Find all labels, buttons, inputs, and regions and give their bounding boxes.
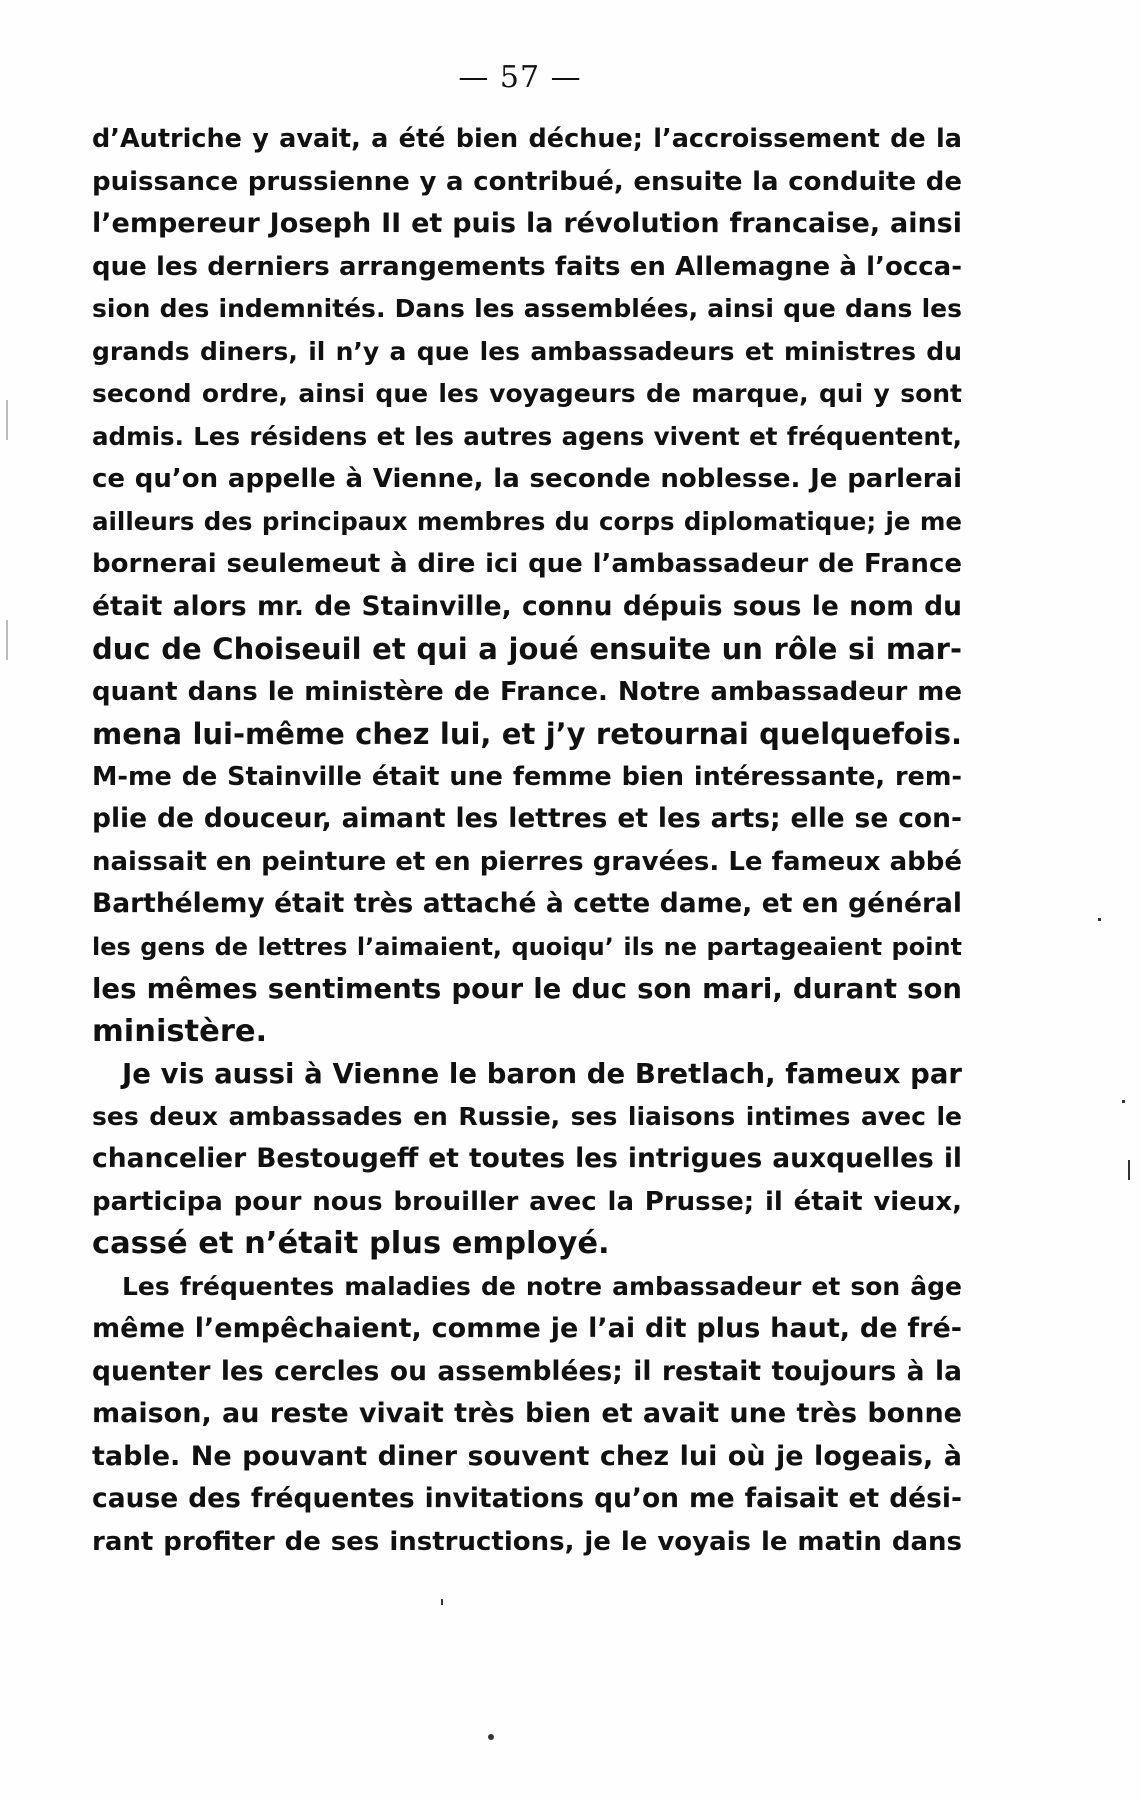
text-line: d’Autriche y avait, a été bien déchue; l’accroissement de la bbox=[92, 124, 962, 154]
text-line: duc de Choiseuil et qui a joué ensuite un rôle si mar- bbox=[92, 632, 962, 666]
scan-speck bbox=[488, 1734, 494, 1740]
text-line: admis. Les résidens et les autres agens vivent et fréquentent, bbox=[92, 421, 962, 451]
text-line: ses deux ambassades en Russie, ses liaisons intimes avec le bbox=[92, 1101, 962, 1131]
text-line: grands diners, il n’y a que les ambassadeurs et ministres du bbox=[92, 336, 962, 366]
scan-speck bbox=[6, 620, 8, 660]
text-line: cause des fréquentes invitations qu’on me faisait et dési- bbox=[92, 1483, 962, 1514]
text-line: Je vis aussi à Vienne le baron de Bretlach, fameux par bbox=[122, 1058, 962, 1090]
text-line: ailleurs des principaux membres du corps diplomatique; je me bbox=[92, 506, 962, 536]
text-line: rant profiter de ses instructions, je le voyais le matin dans bbox=[92, 1526, 962, 1557]
text-line: table. Ne pouvant diner souvent chez lui où je logeais, à bbox=[92, 1440, 962, 1472]
text-line: cassé et n’était plus employé. bbox=[92, 1226, 610, 1261]
page-text-block bbox=[92, 118, 962, 1563]
text-line: maison, au reste vivait très bien et avait une très bonne bbox=[92, 1398, 962, 1429]
scan-speck bbox=[6, 400, 8, 440]
text-line: Les fréquentes maladies de notre ambassadeur et son âge bbox=[122, 1271, 962, 1301]
text-line: chancelier Bestougeff et toutes les intrigues auxquelles il bbox=[92, 1143, 962, 1174]
text-line: les gens de lettres l’aimaient, quoiqu’ ils ne partageaient point bbox=[92, 932, 962, 961]
text-line: puissance prussienne y a contribué, ensuite la conduite de bbox=[92, 166, 962, 197]
text-line: Barthélemy était très attaché à cette dame, et en général bbox=[92, 888, 962, 919]
text-line: que les derniers arrangements faits en Allemagne à l’occa- bbox=[92, 251, 962, 282]
text-line: plie de douceur, aimant les lettres et les arts; elle se con- bbox=[92, 803, 962, 834]
text-line: l’empereur Joseph II et puis la révolution francaise, ainsi bbox=[92, 208, 962, 239]
text-line: naissait en peinture et en pierres gravées. Le fameux abbé bbox=[92, 846, 962, 877]
text-line: participa pour nous brouiller avec la Prusse; il était vieux, bbox=[92, 1186, 962, 1217]
text-line: sion des indemnités. Dans les assemblées, ainsi que dans les bbox=[92, 294, 962, 323]
text-line: second ordre, ainsi que les voyageurs de marque, qui y sont bbox=[92, 379, 962, 408]
text-line: M-me de Stainville était une femme bien intéressante, rem- bbox=[92, 761, 962, 792]
scan-speck bbox=[1098, 918, 1101, 921]
text-line: les mêmes sentiments pour le duc son mari, durant son bbox=[92, 973, 962, 1005]
page-number: — 57 — bbox=[458, 60, 582, 95]
text-line: ce qu’on appelle à Vienne, la seconde noblesse. Je parlerai bbox=[92, 464, 962, 494]
text-line: était alors mr. de Stainville, connu dépuis sous le nom du bbox=[92, 590, 962, 622]
scan-speck bbox=[1122, 1100, 1125, 1103]
text-line: bornerai seulemeut à dire ici que l’ambassadeur de France bbox=[92, 549, 962, 579]
scan-speck bbox=[441, 1599, 443, 1605]
text-line: ministère. bbox=[92, 1013, 268, 1049]
text-line: quenter les cercles ou assemblées; il restait toujours à la bbox=[92, 1355, 962, 1387]
scan-speck bbox=[1128, 1160, 1130, 1180]
text-line: mena lui-même chez lui, et j’y retournai quelquefois. bbox=[92, 717, 962, 751]
text-line: quant dans le ministère de France. Notre ambassadeur me bbox=[92, 676, 962, 707]
text-line: même l’empêchaient, comme je l’ai dit plus haut, de fré- bbox=[92, 1313, 962, 1344]
